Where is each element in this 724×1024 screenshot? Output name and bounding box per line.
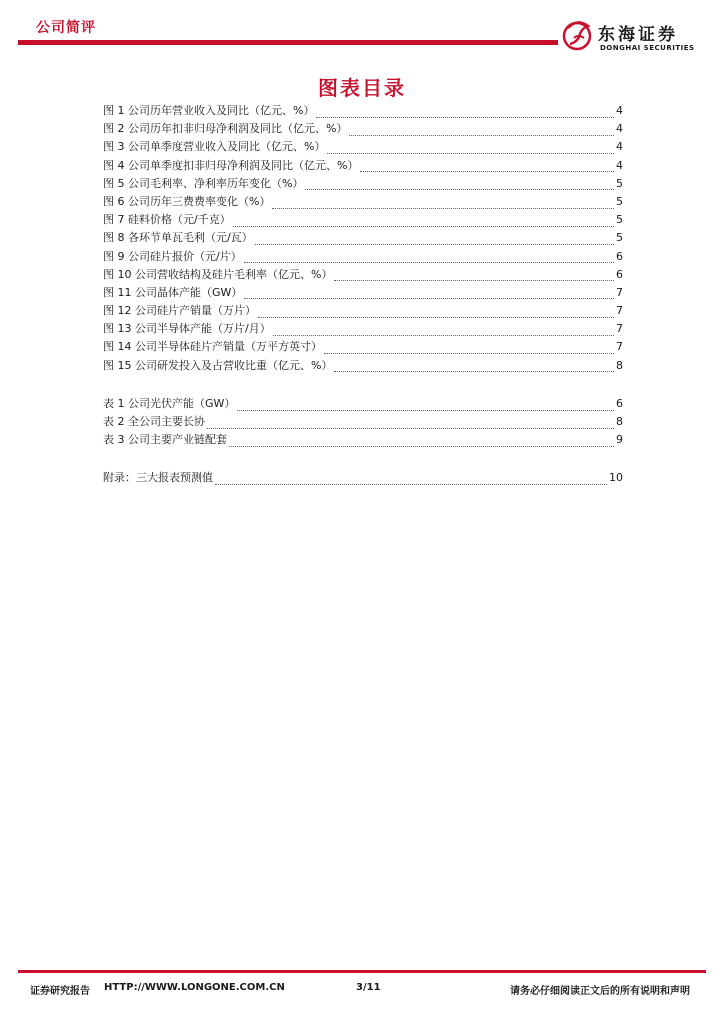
toc-table-entry[interactable] bbox=[103, 395, 623, 413]
toc-entry-page: 8 bbox=[616, 415, 623, 429]
toc-dot-leader bbox=[215, 474, 607, 485]
toc-entry-page: 6 bbox=[616, 249, 623, 263]
toc-dot-leader bbox=[237, 400, 614, 411]
toc-entry-label: 图 2 公司历年扣非归母净利润及同比（亿元、%） bbox=[103, 122, 348, 136]
toc-dot-leader bbox=[334, 270, 614, 281]
footer-website-link[interactable]: HTTP://WWW.LONGONE.COM.CN bbox=[104, 982, 285, 993]
toc-entry-page: 4 bbox=[616, 122, 623, 136]
toc-entry-label: 图 13 公司半导体产能（万片/月） bbox=[103, 322, 271, 336]
toc-dot-leader bbox=[244, 288, 614, 299]
toc-entry-page: 5 bbox=[616, 176, 623, 190]
toc-entry-label: 图 12 公司硅片产销量（万片） bbox=[103, 304, 256, 318]
toc-entry-label: 表 3 公司主要产业链配套 bbox=[103, 433, 227, 447]
toc-entry-label: 图 3 公司单季度营业收入及同比（亿元、%） bbox=[103, 140, 326, 154]
toc-dot-leader bbox=[207, 418, 614, 429]
toc-dot-leader bbox=[273, 325, 614, 336]
header-section-tag bbox=[18, 14, 128, 40]
header-rule bbox=[18, 40, 558, 45]
toc-figure-entry[interactable] bbox=[103, 138, 623, 156]
toc-entry-label: 图 6 公司历年三费费率变化（%） bbox=[103, 194, 271, 208]
toc-dot-leader bbox=[272, 198, 614, 209]
toc-entry-label: 图 15 公司研发投入及占营收比重（亿元、%） bbox=[103, 358, 333, 372]
toc-figure-entry[interactable] bbox=[103, 157, 623, 175]
toc-figure-entry[interactable] bbox=[103, 302, 623, 320]
toc-entry-page: 7 bbox=[616, 304, 623, 318]
page-title: 图表目录 bbox=[318, 76, 406, 100]
toc-figure-entry[interactable] bbox=[103, 284, 623, 302]
toc-tables-list bbox=[103, 395, 623, 450]
toc-entry-label: 图 1 公司历年营业收入及同比（亿元、%） bbox=[103, 104, 315, 117]
toc-entry-label: 表 1 公司光伏产能（GW） bbox=[103, 397, 236, 410]
toc-figure-entry[interactable] bbox=[103, 229, 623, 247]
toc-table-entry[interactable] bbox=[103, 431, 623, 449]
footer-page-number: 3/11 bbox=[356, 982, 381, 993]
toc-entry-page: 6 bbox=[616, 267, 623, 281]
toc-dot-leader bbox=[258, 307, 614, 318]
toc-entry-label: 图 9 公司硅片报价（元/片） bbox=[103, 249, 242, 263]
toc-dot-leader bbox=[305, 179, 614, 190]
toc-dot-leader bbox=[324, 343, 614, 354]
toc-entry-label: 图 14 公司半导体硅片产销量（万平方英寸） bbox=[103, 340, 322, 354]
toc-entry-page: 4 bbox=[616, 104, 623, 117]
toc-dot-leader bbox=[244, 252, 614, 263]
toc-entry-page: 5 bbox=[616, 194, 623, 208]
toc-entry-label: 图 11 公司晶体产能（GW） bbox=[103, 285, 243, 299]
toc-dot-leader bbox=[316, 107, 614, 118]
toc-figure-entry[interactable] bbox=[103, 211, 623, 229]
toc-dot-leader bbox=[349, 125, 614, 136]
toc-entry-page: 7 bbox=[616, 340, 623, 354]
toc-entry-label: 图 4 公司单季度扣非归母净利润及同比（亿元、%） bbox=[103, 158, 359, 172]
toc-dot-leader bbox=[327, 143, 614, 154]
toc-figure-entry[interactable] bbox=[103, 338, 623, 356]
toc-entry-label: 图 10 公司营收结构及硅片毛利率（亿元、%） bbox=[103, 267, 333, 281]
dragon-logo-icon bbox=[560, 16, 594, 54]
toc-dot-leader bbox=[360, 161, 614, 172]
toc-entry-label: 图 8 各环节单瓦毛利（元/瓦） bbox=[103, 231, 253, 245]
toc-entry-page: 4 bbox=[616, 158, 623, 172]
toc-figure-entry[interactable] bbox=[103, 248, 623, 266]
toc-entry-page: 7 bbox=[616, 285, 623, 299]
toc-figure-entry[interactable] bbox=[103, 120, 623, 138]
toc-entry-label: 附录：三大报表预测值 bbox=[103, 471, 213, 484]
toc-figure-entry[interactable] bbox=[103, 193, 623, 211]
logo-english-name: DONGHAI SECURITIES bbox=[600, 44, 695, 52]
toc-figure-entry[interactable] bbox=[103, 102, 623, 120]
toc-dot-leader bbox=[334, 361, 614, 372]
toc-entry-page: 6 bbox=[616, 397, 623, 410]
toc-dot-leader bbox=[233, 216, 614, 227]
toc-entry-label: 图 7 硅料价格（元/千克） bbox=[103, 213, 231, 227]
toc-entry-page: 7 bbox=[616, 322, 623, 336]
footer-report-type: 证券研究报告 bbox=[30, 986, 90, 997]
toc-entry-label: 表 2 全公司主要长协 bbox=[103, 415, 205, 429]
toc-dot-leader bbox=[229, 436, 614, 447]
logo-chinese-name: 东海证券 bbox=[598, 25, 678, 45]
toc-entry-page: 4 bbox=[616, 140, 623, 154]
toc-appendix-list bbox=[103, 469, 623, 487]
footer-rule bbox=[18, 970, 706, 973]
toc-appendix-entry[interactable] bbox=[103, 469, 623, 487]
toc-entry-label: 图 5 公司毛利率、净利率历年变化（%） bbox=[103, 176, 304, 190]
toc-entry-page: 5 bbox=[616, 213, 623, 227]
toc-entry-page: 10 bbox=[609, 471, 623, 484]
toc-figure-entry[interactable] bbox=[103, 320, 623, 338]
toc-table-entry[interactable] bbox=[103, 413, 623, 431]
toc-figure-entry[interactable] bbox=[103, 266, 623, 284]
toc-figure-entry[interactable] bbox=[103, 357, 623, 375]
toc-figure-entry[interactable] bbox=[103, 175, 623, 193]
footer-disclaimer: 请务必仔细阅读正文后的所有说明和声明 bbox=[510, 986, 690, 997]
toc-entry-page: 8 bbox=[616, 358, 623, 372]
company-logo bbox=[560, 16, 710, 60]
toc-dot-leader bbox=[255, 234, 614, 245]
toc-figures-list bbox=[103, 102, 623, 375]
header-tag-text: 公司简评 bbox=[36, 20, 96, 36]
toc-entry-page: 9 bbox=[616, 433, 623, 447]
toc-entry-page: 5 bbox=[616, 231, 623, 245]
